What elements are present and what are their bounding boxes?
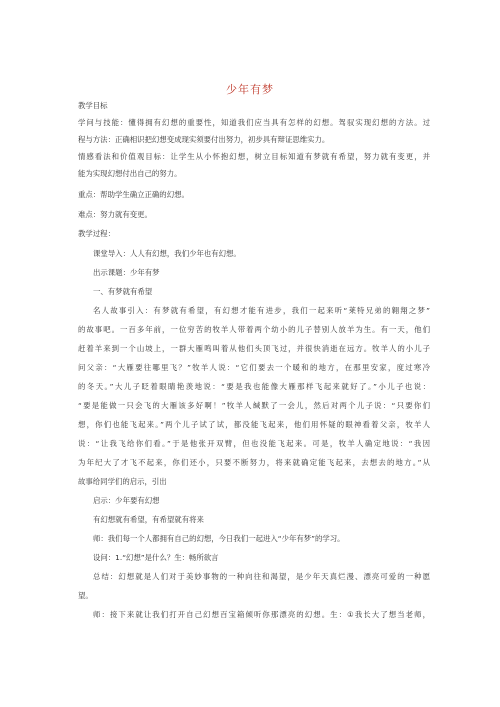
text-line: 为年纪大了才飞不起来，你们还小，只要不断努力，将来就确定能飞起来，去想去的地方。”从 [78, 458, 430, 467]
page-title: 少年有梦 [226, 83, 274, 96]
text-line: 教学过程： [78, 229, 115, 238]
text-line: 故事给同学们的启示，引出 [78, 477, 167, 486]
text-line: 学问与技能：懂得拥有幻想的重要性，知道我们应当具有怎样的幻想。驾驭实现幻想的方法。过 [78, 118, 430, 127]
text-line: 出示课题：少年有梦 [93, 268, 160, 277]
text-line: 有幻想就有希望，有希望就有将来 [93, 515, 204, 524]
text-line: 问父亲：“大雁要往哪里飞？”牧羊人说：“它们要去一个暖和的地方，在那里安家，度过寒冷 [78, 363, 430, 372]
text-line: “要是能做一只会飞的大雁该多好啊！”牧羊人缄默了一会儿，然后对两个儿子说：“只要你们 [78, 401, 430, 410]
text-line: 的故事吧。一百多年前，一位穷苦的牧羊人带着两个幼小的儿子替别人放羊为生。有一天，他们 [78, 325, 430, 334]
text-line: 的冬天。”大儿子眨着眼睛艳羡地说：“要是我也能像大雁那样飞起来就好了。”小儿子也说： [78, 382, 430, 391]
text-line: 望。 [78, 591, 93, 600]
text-line: 能为实现幻想付出自己的努力。 [78, 169, 182, 178]
text-line: 设问：1.“幻想”是什么？生：畅所欲言 [93, 553, 219, 562]
text-line: 总结：幻想就是人们对于美妙事物的一种向往和渴望，是少年天真烂漫、漂亮可爱的一种愿 [93, 572, 430, 581]
text-line: 课堂导入：人人有幻想，我们少年也有幻想。 [93, 249, 241, 258]
text-line: 名人故事引入：有梦就有希望，有幻想才能有进步，我们一起来听“莱特兄弟的翱翔之梦” [93, 306, 430, 315]
text-line: 情感看法和价值观目标：让学生从小怀抱幻想，树立目标知道有梦就有希望，努力就有变更，并 [78, 152, 430, 161]
text-line: 说：“让我飞给你们看。”于是他张开双臂，但也没能飞起来。可是，牧羊人确定地说：“我因 [78, 439, 430, 448]
text-line: 想，你们也能飞起来。”两个儿子试了试，都没能飞起来，他们用怀疑的眼神看着父亲，牧羊人 [78, 420, 430, 429]
text-line: 难点：努力就有变更。 [78, 210, 152, 219]
text-line: 赶着羊来到一个山坡上，一群大雁鸣叫着从他们头顶飞过，并很快消逝在远方。牧羊人的小儿子 [78, 344, 430, 353]
text-line: 教学目标 [78, 101, 108, 110]
text-line: 一、有梦就有希望 [93, 287, 153, 296]
text-line: 重点：帮助学生确立正确的幻想。 [78, 190, 189, 199]
text-line: 程与方法：正确相识把幻想变成现实须要付出努力，初步具有辩证思维实力。 [78, 135, 330, 144]
text-line: 启示：少年要有幻想 [93, 496, 160, 505]
text-line: 师：接下来就让我们打开自己幻想百宝箱倾听你那漂亮的幻想。生：①我长大了想当老师， [93, 610, 430, 619]
text-line: 师：我们每一个人都拥有自己的幻想，今日我们一起进入“少年有梦”的学习。 [93, 534, 345, 543]
